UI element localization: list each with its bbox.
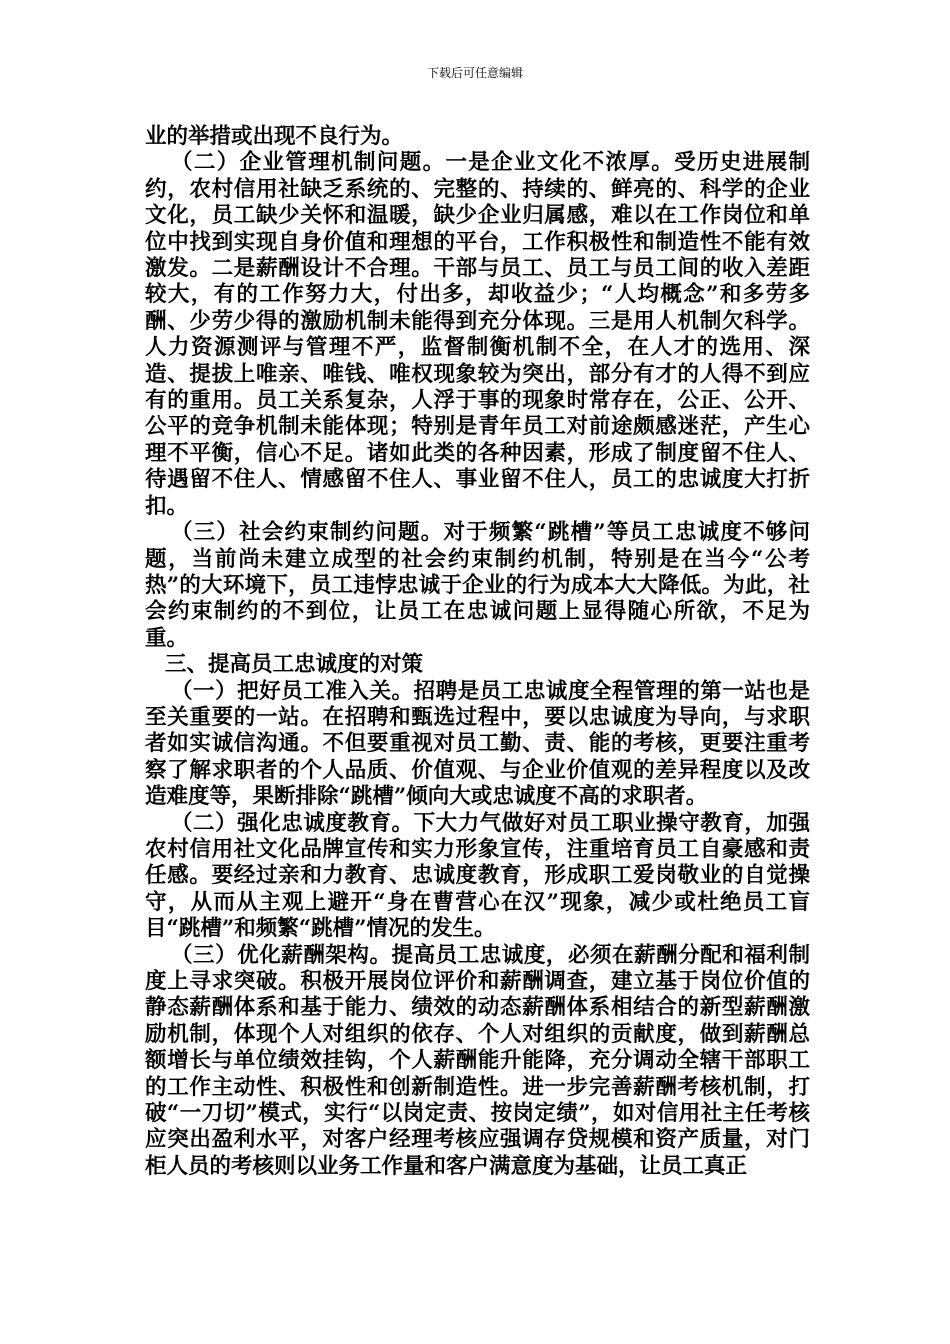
paragraph-loyalty-education: （二）强化忠诚度教育。下大力气做好对员工职业操守教育，加强农村信用社文化品牌宣传和实力形象宣传，注重培育员工自豪感和责任感。要经过亲和力教育、忠诚度教育，形成职工爱岗敬业的自觉操守，从而从主观上避开“身在曹营心在汉”现象，减少或杜绝员工盲目“跳槽”和频繁“跳槽”情况的发生。: [145, 810, 810, 942]
paragraph-continuation: 业的举措或出现不良行为。: [145, 124, 404, 149]
paragraph-recruitment: （一）把好员工准入关。招聘是员工忠诚度全程管理的第一站也是至关重要的一站。在招聘和甄选过程中，要以忠诚度为导向，与求职者如实诚信沟通。不但要重视对员工勤、责、能的考核，更要注重考察了解求职者的个人品质、价值观、与企业价值观的差异程度以及改造难度等，果断排除“跳槽”倾向大或忠诚度不高的求职者。: [145, 678, 810, 810]
section-heading-countermeasures: 三、提高员工忠诚度的对策: [165, 652, 424, 678]
paragraph-social-constraint: （三）社会约束制约问题。对于频繁“跳槽”等员工忠诚度不够问题，当前尚未建立成型的社会约束制约机制，特别是在当今“公考热”的大环境下，员工违悖忠诚于企业的行为成本大大降低。为此，社会约束制约的不到位，让员工在忠诚问题上显得随心所欲，不足为重。: [145, 520, 810, 651]
header-note: 下载后可任意编辑: [426, 66, 523, 80]
paragraph-salary-structure: （三）优化薪酬架构。提高员工忠诚度，必须在薪酬分配和福利制度上寻求突破。积极开展岗位评价和薪酬调查，建立基于岗位价值的静态薪酬体系和基于能力、绩效的动态薪酬体系相结合的新型薪酬激励机制，体现个人对组织的依存、个人对组织的贡献度，做到薪酬总额增长与单位绩效挂钩，个人薪酬能升能降，充分调动全辖干部职工的工作主动性、积极性和创新制造性。进一步完善薪酬考核机制，打破“一刀切”模式，实行“以岗定责、按岗定绩”，如对信用社主任考核应突出盈利水平，对客户经理考核应强调存贷规模和资产质量，对门柜人员的考核则以业务工作量和客户满意度为基础，让员工真正: [145, 942, 810, 1179]
document-body: [145, 124, 810, 1180]
paragraph-management-mechanism: （二）企业管理机制问题。一是企业文化不浓厚。受历史进展制约，农村信用社缺乏系统的、完整的、持续的、鲜亮的、科学的企业文化，员工缺少关怀和温暖，缺少企业归属感，难以在工作岗位和单位中找到实现自身价值和理想的平台，工作积极性和制造性不能有效激发。二是薪酬设计不合理。干部与员工、员工与员工间的收入差距较大，有的工作努力大，付出多，却收益少；“人均概念”和多劳多酬、少劳少得的激励机制未能得到充分体现。三是用人机制欠科学。人力资源测评与管理不严，监督制衡机制不全，在人才的选用、深造、提拔上唯亲、唯钱、唯权现象较为突出，部分有才的人得不到应有的重用。员工关系复杂，人浮于事的现象时常存在，公正、公开、公平的竞争机制未能体现；特别是青年员工对前途颇感迷茫，产生心理不平衡，信心不足。诸如此类的各种因素，形成了制度留不住人、待遇留不住人、情感留不住人、事业留不住人，员工的忠诚度大打折扣。: [145, 150, 810, 519]
